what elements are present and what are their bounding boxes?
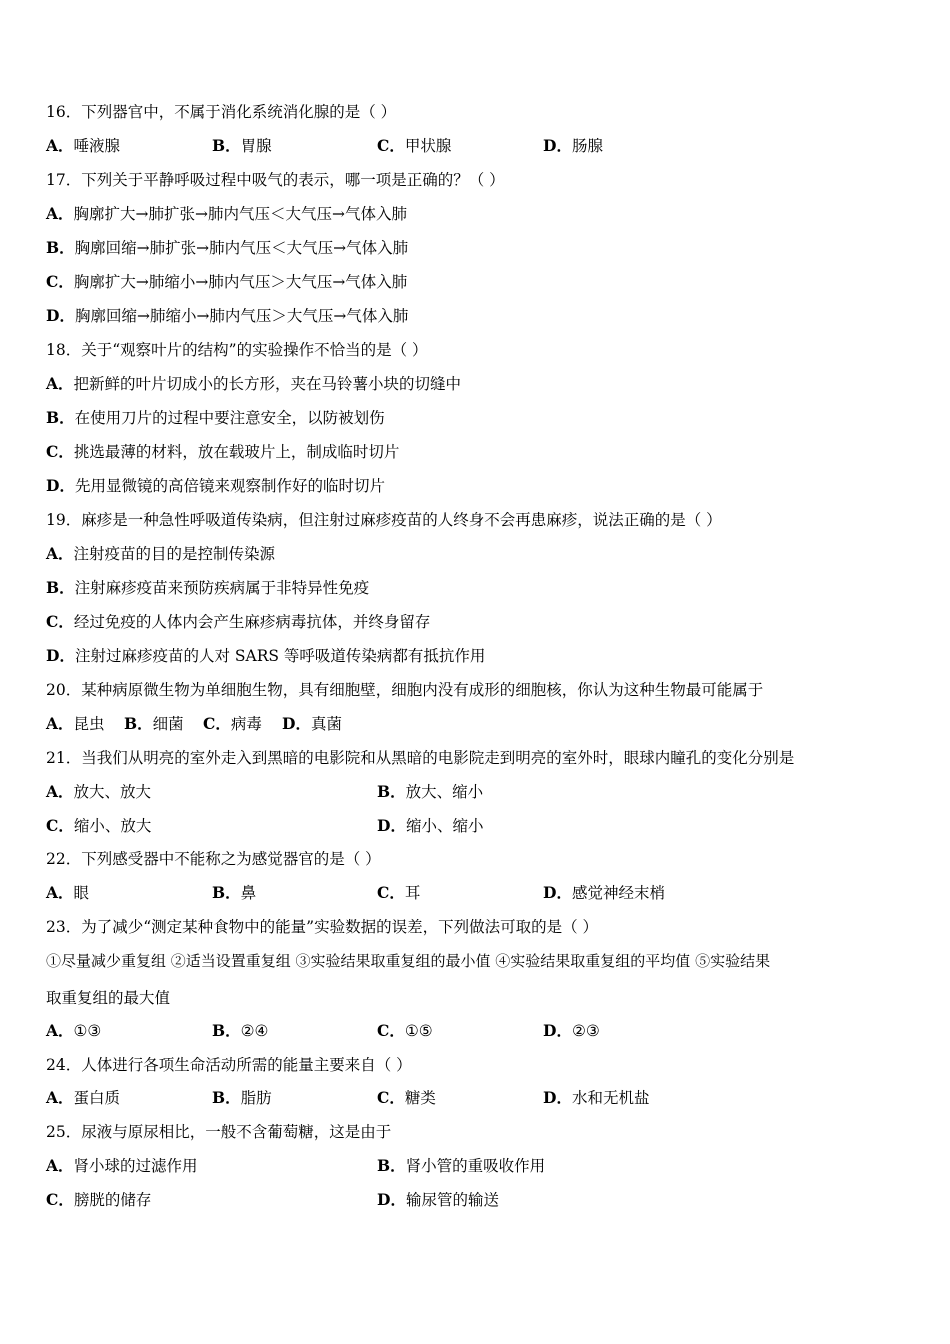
question-23-items-line-2: 取重复组的最大值 <box>46 989 171 1007</box>
option-letter: B． <box>46 578 75 597</box>
option-letter: C． <box>377 1088 405 1107</box>
question-21-stem: 21．当我们从明亮的室外走入到黑暗的电影院和从黑暗的电影院走到明亮的室外时，眼球内瞳孔的变化分别是 <box>46 749 795 767</box>
question-24-option-c <box>377 1088 436 1108</box>
question-21-option-a <box>46 782 151 802</box>
option-text: 感觉神经末梢 <box>571 884 665 902</box>
question-23-items-line-1: ①尽量减少重复组 ②适当设置重复组 ③实验结果取重复组的最小值 ④实验结果取重复组的平均值 ⑤实验结果 <box>46 952 771 970</box>
question-17-stem: 17．下列关于平静呼吸过程中吸气的表示，哪一项是正确的？（ ） <box>46 171 505 189</box>
option-text: 缩小、放大 <box>73 817 152 835</box>
question-17-option-c <box>46 272 407 292</box>
question-17-option-a <box>46 204 407 224</box>
question-19-stem: 19．麻疹是一种急性呼吸道传染病，但注射过麻疹疫苗的人终身不会再患麻疹，说法正确的是（ ） <box>46 511 722 529</box>
option-text: 注射疫苗的目的是控制传染源 <box>73 545 276 563</box>
option-letter: B． <box>212 1021 241 1040</box>
option-text: 病毒 <box>230 715 262 733</box>
question-24-option-a <box>46 1088 120 1108</box>
option-letter: A． <box>46 204 74 223</box>
option-letter: D． <box>282 714 311 733</box>
question-25-option-d <box>377 1190 499 1210</box>
option-text: 脂肪 <box>240 1089 272 1107</box>
option-text: 肠腺 <box>571 137 603 155</box>
option-text: 胸廓回缩→肺扩张→肺内气压＜大气压→气体入肺 <box>74 239 409 257</box>
question-22-option-c <box>377 883 420 903</box>
option-text: 挑选最薄的材料，放在载玻片上，制成临时切片 <box>73 443 400 461</box>
option-letter: B． <box>46 408 75 427</box>
option-text: 缩小、缩小 <box>405 817 484 835</box>
option-text: 蛋白质 <box>73 1089 121 1107</box>
question-20-option-a <box>46 714 105 734</box>
option-letter: D． <box>543 1088 572 1107</box>
option-letter: A． <box>46 714 74 733</box>
option-letter: C． <box>46 442 74 461</box>
question-23-stem: 23．为了减少“测定某种食物中的能量”实验数据的误差，下列做法可取的是（ ） <box>46 918 599 936</box>
question-16-option-d <box>543 136 603 156</box>
option-text: 昆虫 <box>73 715 105 733</box>
question-23-option-b <box>212 1021 268 1041</box>
question-22-stem: 22．下列感受器中不能称之为感觉器官的是（ ） <box>46 850 381 868</box>
question-25-stem: 25．尿液与原尿相比，一般不含葡萄糖，这是由于 <box>46 1123 392 1141</box>
option-text: 胸廓扩大→肺缩小→肺内气压＞大气压→气体入肺 <box>73 273 408 291</box>
option-text: ②④ <box>240 1022 269 1040</box>
option-text: 在使用刀片的过程中要注意安全，以防被划伤 <box>74 409 385 427</box>
option-letter: D． <box>377 1190 406 1209</box>
option-letter: B． <box>46 238 75 257</box>
option-text: 肾小管的重吸收作用 <box>405 1157 546 1175</box>
question-20-option-b <box>124 714 184 734</box>
question-20-option-d <box>282 714 342 734</box>
question-24-option-b <box>212 1088 272 1108</box>
option-text: 眼 <box>73 884 90 902</box>
question-22-option-d <box>543 883 665 903</box>
question-18-stem: 18．关于“观察叶片的结构”的实验操作不恰当的是（ ） <box>46 341 428 359</box>
option-letter: B． <box>377 782 406 801</box>
option-letter: B． <box>124 714 153 733</box>
option-letter: A． <box>46 544 74 563</box>
option-text: 经过免疫的人体内会产生麻疹病毒抗体，并终身留存 <box>73 613 431 631</box>
option-letter: C． <box>46 612 74 631</box>
option-letter: D． <box>46 306 75 325</box>
option-letter: D． <box>46 476 75 495</box>
question-16-option-c <box>377 136 451 156</box>
question-22-option-b <box>212 883 256 903</box>
option-text: 胃腺 <box>240 137 272 155</box>
question-16-option-a <box>46 136 120 156</box>
question-20-stem: 20．某种病原微生物为单细胞生物，具有细胞壁，细胞内没有成形的细胞核，你认为这种生物最可能属于 <box>46 681 764 699</box>
question-19-option-c <box>46 612 430 632</box>
option-letter: A． <box>46 136 74 155</box>
question-19-option-b <box>46 578 369 598</box>
option-text: 输尿管的输送 <box>405 1191 499 1209</box>
question-21-option-d <box>377 816 483 836</box>
question-17-option-b <box>46 238 408 258</box>
question-19-option-a <box>46 544 275 564</box>
option-text: 胸廓扩大→肺扩张→肺内气压＜大气压→气体入肺 <box>73 205 407 223</box>
option-letter: A． <box>46 1156 74 1175</box>
question-24-option-d <box>543 1088 649 1108</box>
option-text: 膀胱的储存 <box>73 1191 152 1209</box>
option-text: 糖类 <box>404 1089 436 1107</box>
option-letter: A． <box>46 1021 74 1040</box>
option-letter: A． <box>46 883 74 902</box>
option-letter: A． <box>46 374 74 393</box>
option-text: 放大、放大 <box>73 783 152 801</box>
option-text: ①⑤ <box>404 1022 433 1040</box>
question-24-stem: 24．人体进行各项生命活动所需的能量主要来自（ ） <box>46 1056 412 1074</box>
option-letter: B． <box>212 883 241 902</box>
option-letter: C． <box>46 816 74 835</box>
option-letter: C． <box>203 714 231 733</box>
option-text: 胸廓回缩→肺缩小→肺内气压＞大气压→气体入肺 <box>74 307 409 325</box>
question-23-option-d <box>543 1021 600 1041</box>
option-letter: A． <box>46 782 74 801</box>
option-letter: D． <box>377 816 406 835</box>
option-text: 注射麻疹疫苗来预防疾病属于非特异性免疫 <box>74 579 370 597</box>
option-letter: B． <box>377 1156 406 1175</box>
option-letter: A． <box>46 1088 74 1107</box>
option-letter: C． <box>46 1190 74 1209</box>
option-letter: C． <box>46 272 74 291</box>
question-18-option-b <box>46 408 385 428</box>
question-18-option-d <box>46 476 385 496</box>
question-25-option-b <box>377 1156 545 1176</box>
option-text: 注射过麻疹疫苗的人对 SARS 等呼吸道传染病都有抵抗作用 <box>74 647 486 665</box>
question-16-option-b <box>212 136 272 156</box>
option-text: 甲状腺 <box>404 137 452 155</box>
option-letter: C． <box>377 136 405 155</box>
option-text: 鼻 <box>240 884 257 902</box>
option-letter: D． <box>46 646 75 665</box>
option-letter: C． <box>377 883 405 902</box>
question-22-option-a <box>46 883 89 903</box>
option-text: 水和无机盐 <box>571 1089 650 1107</box>
question-17-option-d <box>46 306 408 326</box>
option-text: 把新鲜的叶片切成小的长方形，夹在马铃薯小块的切缝中 <box>73 375 462 393</box>
option-text: ①③ <box>73 1022 102 1040</box>
question-23-option-c <box>377 1021 433 1041</box>
option-text: ②③ <box>571 1022 600 1040</box>
option-text: 肾小球的过滤作用 <box>73 1157 198 1175</box>
option-text: 耳 <box>404 884 421 902</box>
question-21-option-b <box>377 782 483 802</box>
question-20-option-c <box>203 714 262 734</box>
question-19-option-d <box>46 646 485 666</box>
option-letter: D． <box>543 136 572 155</box>
option-letter: B． <box>212 136 241 155</box>
option-text: 放大、缩小 <box>405 783 484 801</box>
option-text: 细菌 <box>152 715 184 733</box>
question-18-option-a <box>46 374 461 394</box>
option-letter: D． <box>543 1021 572 1040</box>
option-text: 先用显微镜的高倍镜来观察制作好的临时切片 <box>74 477 385 495</box>
question-23-option-a <box>46 1021 101 1041</box>
question-25-option-a <box>46 1156 198 1176</box>
question-21-option-c <box>46 816 151 836</box>
question-25-option-c <box>46 1190 151 1210</box>
question-18-option-c <box>46 442 399 462</box>
question-16-stem: 16．下列器官中，不属于消化系统消化腺的是（ ） <box>46 103 397 121</box>
option-letter: B． <box>212 1088 241 1107</box>
option-letter: C． <box>377 1021 405 1040</box>
option-letter: D． <box>543 883 572 902</box>
option-text: 唾液腺 <box>73 137 121 155</box>
option-text: 真菌 <box>310 715 342 733</box>
